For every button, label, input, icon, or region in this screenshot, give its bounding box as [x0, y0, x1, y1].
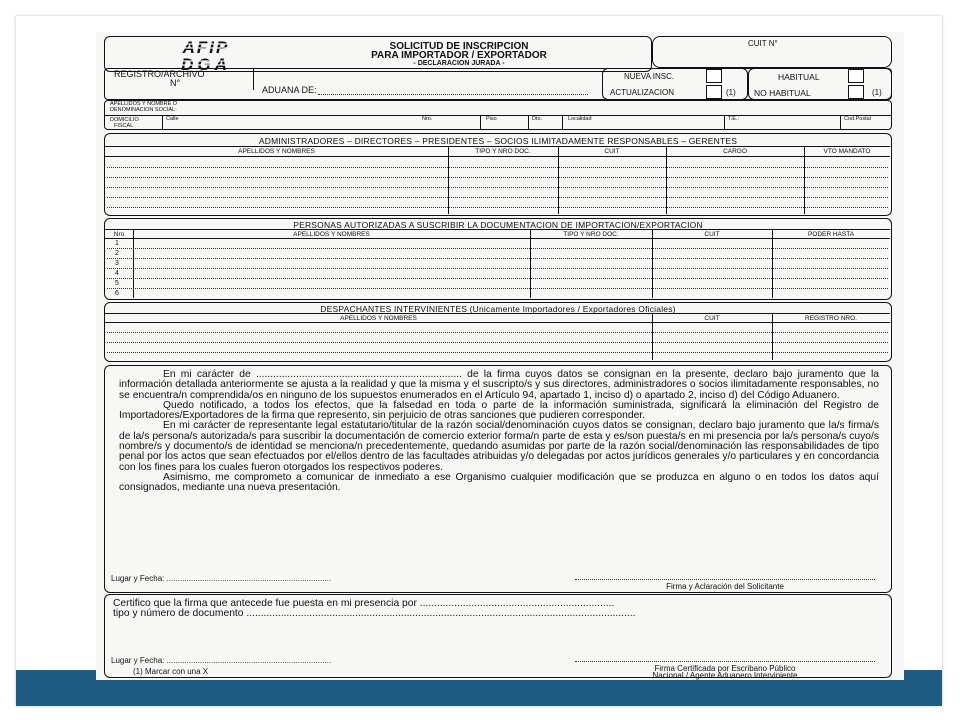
- footnote-marcar: (1) Marcar con una X: [133, 667, 209, 676]
- personas-row-line[interactable]: [107, 268, 888, 269]
- actualizacion-label: ACTUALIZACION: [610, 88, 675, 97]
- admin-col-doc: TIPO Y NRO DOC.: [475, 148, 531, 155]
- despachantes-col-cuit: CUIT: [704, 315, 720, 322]
- admin-col-cargo: CARGO: [723, 148, 747, 155]
- domicilio-sep-5: [840, 115, 841, 130]
- declaracion-paragraph-1: En mi carácter de ........................................................................ de la firma cuyos datos se consignan en la presente, declaro bajo juramento que la información detallada anteriormente se ajusta a la realidad y que la misma y el suscripto/s y sus directores, administradores o socios ilimitadamente responsables, no se encuentra/n comprendida/os en ninguno de los supuestos enumerados en el Artículo 94, apartado 1, inciso d) o apartado 2, inciso d) del Código Aduanero.: [119, 369, 879, 401]
- no-habitual-label: NO HABITUAL: [754, 88, 811, 98]
- personas-row-line[interactable]: [107, 248, 888, 249]
- firma-solicitante-label: Firma y Aclaración del Solicitante: [666, 582, 784, 591]
- form-document: [96, 32, 904, 680]
- form-title-line1: SOLICITUD DE INSCRIPCION: [389, 41, 529, 52]
- admin-vline-2: [558, 146, 559, 214]
- personas-row-number: 4: [115, 270, 119, 277]
- despachantes-col-registro: REGISTRO NRO.: [804, 315, 857, 322]
- nueva-insc-label: NUEVA INSC.: [624, 72, 675, 81]
- actualizacion-note: (1): [726, 88, 736, 97]
- personas-title: PERSONAS AUTORIZADAS A SUSCRIBIR LA DOCUMENTACION DE IMPORTACION/EXPORTACION: [293, 220, 703, 230]
- administradores-title: ADMINISTRADORES – DIRECTORES – PRESIDENTES – SOCIOS ILIMITADAMENTE RESPONSABLES – GERENTES: [258, 136, 738, 146]
- domicilio-sep-2: [528, 115, 529, 130]
- declaracion-paragraph-4: Asimismo, me comprometo a comunicar de inmediato a ese Organismo cualquier modificación que se produzca en alguno o en todos los datos aquí consignados, mediante una nueva presentación.: [119, 471, 879, 494]
- firma-certificada-line[interactable]: [575, 661, 875, 662]
- personas-row-number: 5: [115, 280, 119, 287]
- personas-section: [104, 218, 892, 300]
- no-habitual-note: (1): [872, 88, 882, 97]
- personas-row-line[interactable]: [107, 258, 888, 259]
- admin-col-cuit: CUIT: [604, 148, 620, 155]
- logo-afip: AFIP: [182, 38, 230, 57]
- personas-row-number: 3: [115, 260, 119, 267]
- form-subtitle: - DECLARACION JURADA -: [413, 60, 505, 67]
- domicilio-label-line2: FISCAL: [114, 123, 134, 129]
- certificacion-line2[interactable]: tipo y número de documento ........................................................................................................................................: [113, 608, 636, 619]
- admin-row-line[interactable]: [107, 197, 888, 198]
- cuit-label: CUIT N°: [748, 39, 778, 48]
- domicilio-sep-0: [162, 115, 163, 130]
- despachantes-col-apellidos: APELLIDOS Y NOMBRES: [340, 315, 417, 322]
- registro-label-line1: REGISTRO/ARCHIVO: [114, 69, 205, 79]
- te-label: T.E.:: [728, 116, 740, 122]
- domicilio-sep-3: [562, 115, 563, 130]
- personas-col-apellidos: APELLIDOS Y NOMBRES: [293, 231, 370, 238]
- despachantes-row-line[interactable]: [107, 352, 888, 353]
- nueva-insc-checkbox[interactable]: [706, 69, 722, 83]
- personas-row-number: 6: [115, 290, 119, 297]
- cod-postal-label: Cod.Postal: [844, 116, 871, 122]
- certificacion-line1[interactable]: Certifico que la firma que antecede fue puesta en mi presencia por ....................................................................: [113, 598, 615, 609]
- certificacion-lugar-fecha[interactable]: Lugar y Fecha: ..........................................................................: [111, 656, 332, 665]
- personas-col-nro: Nro: [113, 231, 125, 238]
- admin-hdr-line: [105, 156, 890, 157]
- dto-label: Dto.: [532, 116, 543, 122]
- datos-divider: [104, 115, 892, 116]
- admin-row-line[interactable]: [107, 177, 888, 178]
- apellidos-label-line1: APELLIDOS Y NOMBRE O: [110, 101, 178, 107]
- declaracion-paragraph-2: Quedo notificado, a todos los efectos, que la falsedad en toda o parte de la información suministrada, significará la eliminación del Registro de Importadores/Exportadores de la firma que represento, sin perjuicio de otras sanciones que pudieren corresponder.: [119, 399, 879, 422]
- despachantes-title: DESPACHANTES INTERVINIENTES (Unicamente Importadores / Exportadores Oficiales): [320, 304, 676, 314]
- declaracion-paragraph-3: En mi carácter de representante legal estatutario/titular de la razón social/denominación cuyos datos se consignan, declaro bajo juramento que la/s firma/s de la/s persona/s autorizada/s para suscribir la documentación de comercio exterior forma/n parte de esta y es/son puesta/s en mi presencia por la/s persona/s cuyo/s nombre/s y documento/s de identidad se menciona/n precedentemente, quedando asumidas por parte de la razón social/denominación las responsabilidades de tipo penal por los actos que sean efectuados por el/ellos dentro de las facultades atribuidas y/o delegadas por actos jurídicos generales y/o particulares y en concordancia con los fines para los cuales fueron otorgados los respectivos poderes.: [119, 420, 879, 473]
- admin-vline-1: [448, 146, 449, 214]
- admin-row-line[interactable]: [107, 167, 888, 168]
- declaracion-text: [119, 370, 879, 494]
- personas-col-doc: TIPO Y NRO DOC.: [563, 231, 619, 238]
- localidad-label: Localidad: [568, 116, 592, 122]
- administradores-section: [104, 133, 892, 216]
- admin-row-line[interactable]: [107, 187, 888, 188]
- admin-col-vto: VTO MANDATO: [823, 148, 871, 155]
- admin-row-line[interactable]: [107, 207, 888, 208]
- firma-certificada-label-2: Nacional / Agente Aduanero Interviniente: [652, 671, 798, 680]
- personas-col-cuit: CUIT: [704, 231, 720, 238]
- domicilio-sep-4: [724, 115, 725, 130]
- nro-label: Nro.: [422, 116, 433, 122]
- registro-divider: [253, 68, 254, 90]
- personas-row-number: 1: [115, 240, 119, 247]
- admin-title-line: [105, 146, 890, 147]
- afip-dga-logo: [151, 38, 261, 72]
- firma-certificada-label-1: Firma Certificada por Escribano Público: [654, 664, 796, 673]
- logo-dga: DGA: [181, 55, 231, 72]
- despachantes-row-line[interactable]: [107, 342, 888, 343]
- registro-label-line2: N°: [170, 78, 181, 88]
- personas-col-poder: PODER HASTA: [807, 231, 855, 238]
- aduana-field[interactable]: [318, 94, 588, 95]
- piso-label: Piso: [486, 116, 497, 122]
- personas-row-line[interactable]: [107, 278, 888, 279]
- calle-label: Calle: [166, 116, 179, 122]
- habitual-checkbox[interactable]: [848, 69, 864, 83]
- aduana-label: ADUANA DE:: [262, 85, 317, 95]
- declaracion-lugar-fecha[interactable]: Lugar y Fecha: ..........................................................................: [111, 574, 332, 583]
- form-title-line2: PARA IMPORTADOR / EXPORTADOR: [371, 50, 547, 61]
- domicilio-sep-1: [480, 115, 481, 130]
- personas-row-line[interactable]: [107, 288, 888, 289]
- admin-col-apellidos: APELLIDOS Y NOMBRES: [238, 148, 315, 155]
- despachantes-row-line[interactable]: [107, 332, 888, 333]
- admin-vline-4: [804, 146, 805, 214]
- no-habitual-checkbox[interactable]: [848, 85, 864, 99]
- personas-row-number: 2: [115, 250, 119, 257]
- actualizacion-checkbox[interactable]: [706, 85, 722, 99]
- certificacion-section: [104, 594, 892, 678]
- domicilio-label-line1: DOMICILIO: [110, 117, 139, 123]
- apellidos-label-line2: DENOMINACION SOCIAL:: [110, 107, 177, 113]
- firma-solicitante-line[interactable]: [575, 579, 875, 580]
- habitual-label: HABITUAL: [778, 72, 820, 82]
- despachantes-section: [104, 302, 892, 362]
- admin-vline-3: [666, 146, 667, 214]
- declaracion-section: [104, 365, 892, 593]
